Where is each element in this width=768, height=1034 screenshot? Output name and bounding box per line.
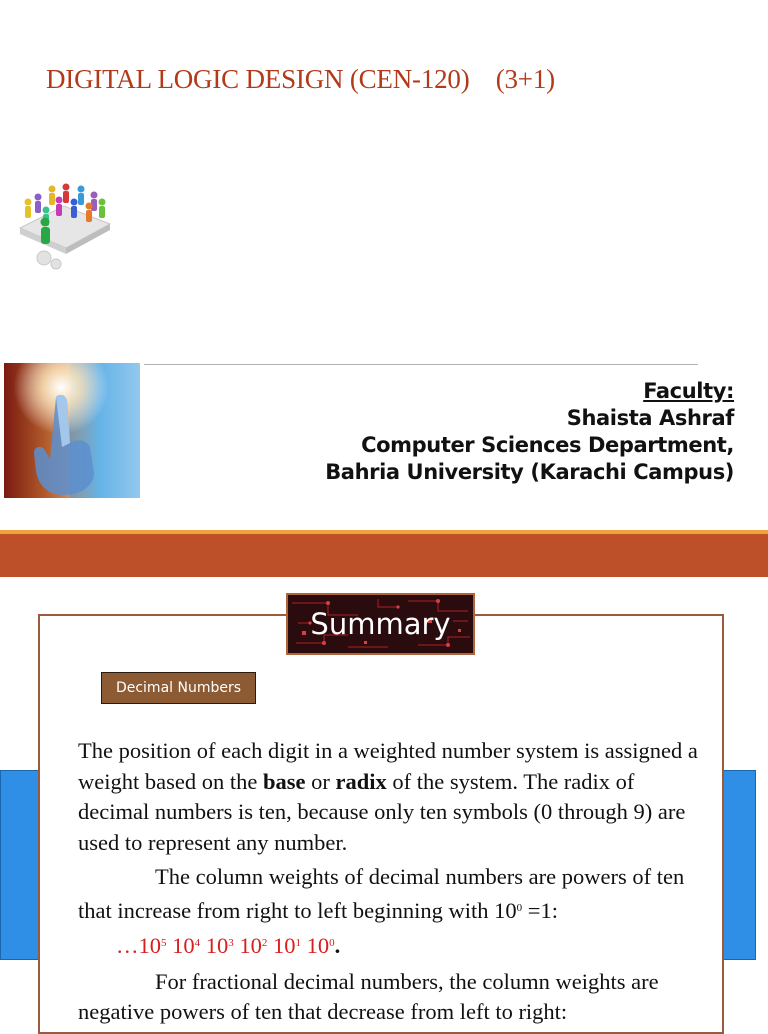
power-item: $10^5$	[138, 933, 167, 958]
slide-header-band	[0, 534, 768, 577]
university-name: Bahria University (Karachi Campus)	[325, 460, 734, 484]
power-item: $10^0$	[306, 933, 335, 958]
p2-text: The column weights of decimal numbers are powers of ten that increase from right to left beginning with 10	[78, 864, 685, 923]
paragraph-fractional: For fractional decimal numbers, the column weights are negative powers of ten that decrease from left to right:	[78, 968, 659, 1024]
term-base: base	[262, 768, 306, 794]
department-name: Computer Sciences Department,	[361, 433, 734, 457]
p2-end: =1:	[522, 897, 558, 923]
term-radix: radix	[335, 768, 387, 794]
powers-of-ten-row	[78, 928, 708, 962]
decimal-numbers-tag: Decimal Numbers	[101, 672, 256, 704]
left-blue-panel	[0, 770, 42, 960]
paragraph-weighted-system	[78, 736, 708, 858]
power-item: $10^2$	[239, 933, 268, 958]
paragraph-column-weights	[78, 862, 708, 926]
pointing-hand-image	[4, 363, 140, 498]
p1-text-or: or	[305, 768, 336, 794]
faculty-label: Faculty:	[643, 379, 734, 403]
powers-ellipsis: …	[116, 933, 139, 958]
summary-body	[78, 736, 708, 1028]
summary-title: Summary	[310, 607, 451, 641]
title-divider	[144, 364, 698, 365]
powers-period: .	[334, 933, 341, 958]
power-item: $10^1$	[273, 933, 301, 958]
p1-text-a: The position of each digit in a weighted number system is assigned a weight based on the	[78, 738, 698, 794]
faculty-block	[325, 378, 734, 486]
course-title: DIGITAL LOGIC DESIGN (CEN-120) (3+1)	[46, 64, 555, 94]
p1-text-b: of the system. The radix of decimal numbers is ten, because only ten symbols (0 through 9) are used to represent any number.	[78, 768, 686, 855]
faculty-name: Shaista Ashraf	[566, 406, 734, 430]
power-item: $10^4$	[172, 933, 201, 958]
summary-banner	[286, 593, 475, 655]
p2-exponent: 0	[516, 901, 523, 914]
right-blue-panel	[723, 770, 756, 960]
team-puzzle-icon	[14, 180, 114, 270]
power-item: $10^3$	[205, 933, 234, 958]
